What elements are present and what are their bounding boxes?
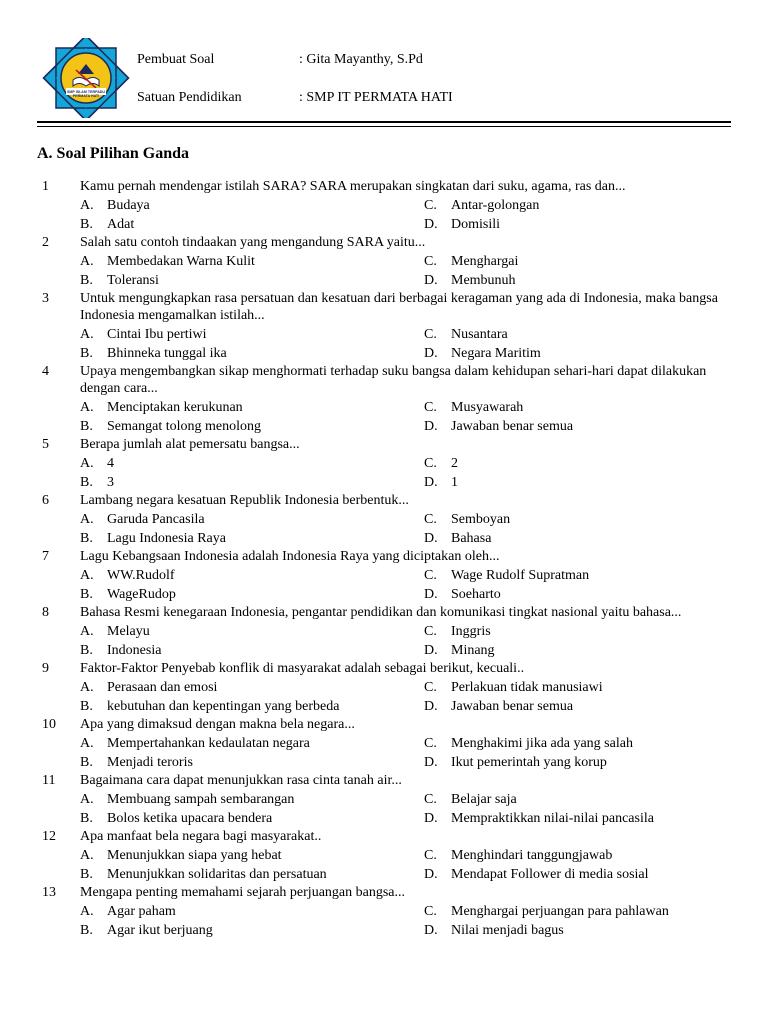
question-text: Upaya mengembangkan sikap menghormati terhadap suku bangsa dalam kehidupan sehari-hari dapat dilakukan dengan cara... [80,364,707,396]
question-text: Berapa jumlah alat pemersatu bangsa... [80,437,300,452]
option-letter: C. [424,198,437,213]
header-divider-thin [37,126,731,127]
option-letter: D. [424,273,438,288]
answer-option-a [80,197,150,215]
option-letter: C. [424,400,437,415]
answer-options [0,511,768,548]
logo-text-line2: PERMATA HATI [72,94,100,98]
option-letter: B. [80,923,93,938]
question-number: 9 [42,661,49,676]
answer-options [0,567,768,604]
option-text: Soeharto [451,587,501,602]
question-item [0,772,768,828]
answer-option-a [80,791,294,809]
option-text: Menghindari tanggungjawab [451,848,613,863]
question-text: Kamu pernah mendengar istilah SARA? SARA merupakan singkatan dari suku, agama, ras dan... [80,179,626,194]
option-letter: C. [424,736,437,751]
option-text: Budaya [107,198,150,213]
option-text: Bahasa [451,531,492,546]
option-text: Bolos ketika upacara bendera [107,811,273,826]
answer-option-c [424,326,508,344]
question-text: Untuk mengungkapkan rasa persatuan dan kesatuan dari berbagai keragaman yang ada di Indonesia, maka bangsa Indonesia mengamalkan istilah... [80,291,718,323]
option-letter: D. [424,923,438,938]
option-letter: A. [80,254,94,269]
option-letter: B. [80,346,93,361]
question-item [0,604,768,660]
question-number: 13 [42,885,56,900]
author-value: : Gita Mayanthy, S.Pd [299,52,423,67]
answer-option-c [424,847,612,865]
option-letter: A. [80,512,94,527]
option-text: Melayu [107,624,150,639]
answer-option-d [424,642,495,660]
option-text: Negara Maritim [451,346,541,361]
logo-text-line1: SMP ISLAM TERPADU [66,90,106,94]
option-letter: A. [80,624,94,639]
option-letter: D. [424,811,438,826]
option-letter: B. [80,587,93,602]
option-text: 2 [451,456,458,471]
option-letter: D. [424,419,438,434]
option-letter: C. [424,624,437,639]
option-text: Menghargai [451,254,519,269]
answer-option-c [424,903,669,921]
option-letter: A. [80,848,94,863]
option-text: Menunjukkan siapa yang hebat [107,848,282,863]
answer-options [0,455,768,492]
option-text: Mempertahankan kedaulatan negara [107,736,310,751]
question-text: Bahasa Resmi kenegaraan Indonesia, pengantar pendidikan dan komunikasi tingkat nasional yaitu bahasa... [80,605,682,620]
option-letter: D. [424,531,438,546]
question-item [0,716,768,772]
school-label: Satuan Pendidikan [137,90,242,105]
question-text: Bagaimana cara dapat menunjukkan rasa cinta tanah air... [80,773,402,788]
option-letter: D. [424,587,438,602]
option-letter: B. [80,755,93,770]
option-letter: D. [424,699,438,714]
question-text: Apa manfaat bela negara bagi masyarakat.. [80,829,322,844]
option-letter: B. [80,217,93,232]
answer-option-d [424,418,573,436]
answer-option-c [424,253,518,271]
option-text: Nilai menjadi bagus [451,923,564,938]
option-letter: D. [424,475,438,490]
question-text: Mengapa penting memahami sejarah perjuangan bangsa... [80,885,405,900]
question-item [0,884,768,940]
answer-option-b [80,216,134,234]
option-text: Ikut pemerintah yang korup [451,755,607,770]
answer-option-d [424,345,541,363]
question-text: Lambang negara kesatuan Republik Indonesia berbentuk... [80,493,409,508]
answer-option-a [80,567,175,585]
question-number: 2 [42,235,49,250]
option-letter: B. [80,699,93,714]
question-item [0,234,768,290]
question-item [0,492,768,548]
answer-options [0,679,768,716]
answer-option-c [424,455,458,473]
question-item [0,363,768,436]
answer-option-c [424,623,491,641]
option-text: Membuang sampah sembarangan [107,792,295,807]
answer-option-d [424,922,564,940]
option-letter: C. [424,254,437,269]
option-text: Garuda Pancasila [107,512,205,527]
question-text: Salah satu contoh tindaakan yang mengandung SARA yaitu... [80,235,426,250]
option-letter: D. [424,217,438,232]
answer-option-c [424,511,510,529]
answer-option-a [80,623,150,641]
option-letter: C. [424,848,437,863]
answer-option-a [80,253,255,271]
option-text: Semangat tolong menolong [107,419,261,434]
option-text: Mendapat Follower di media sosial [451,867,649,882]
answer-option-a [80,399,243,417]
question-number: 3 [42,291,49,306]
option-letter: B. [80,419,93,434]
option-text: Jawaban benar semua [451,699,574,714]
question-item [0,660,768,716]
answer-option-b [80,272,159,290]
option-text: Minang [451,643,495,658]
answer-options [0,197,768,234]
question-number: 12 [42,829,56,844]
answer-options [0,326,768,363]
option-text: Belajar saja [451,792,517,807]
answer-option-c [424,735,633,753]
answer-option-a [80,847,282,865]
option-text: Cintai Ibu pertiwi [107,327,207,342]
option-text: Menghargai perjuangan para pahlawan [451,904,669,919]
option-text: Semboyan [451,512,511,527]
question-number: 6 [42,493,49,508]
option-text: Antar-golongan [451,198,540,213]
option-text: Jawaban benar semua [451,419,574,434]
question-number: 5 [42,437,49,452]
question-number: 1 [42,179,49,194]
question-number: 11 [42,773,56,788]
answer-option-a [80,455,114,473]
option-text: 1 [451,475,458,490]
option-letter: C. [424,568,437,583]
option-letter: C. [424,512,437,527]
answer-option-b [80,474,114,492]
option-letter: A. [80,680,94,695]
option-text: Wage Rudolf Supratman [451,568,590,583]
question-number: 7 [42,549,49,564]
option-text: 3 [107,475,114,490]
option-letter: A. [80,456,94,471]
option-text: Indonesia [107,643,162,658]
option-text: WageRudop [107,587,176,602]
option-letter: A. [80,327,94,342]
option-text: 4 [107,456,114,471]
option-text: Membunuh [451,273,516,288]
option-letter: D. [424,755,438,770]
answer-option-b [80,345,227,363]
answer-option-d [424,586,501,604]
option-letter: C. [424,904,437,919]
answer-option-a [80,511,205,529]
answer-option-c [424,567,589,585]
question-item [0,828,768,884]
option-letter: A. [80,736,94,751]
answer-option-c [424,679,603,697]
option-text: Inggris [451,624,491,639]
option-text: WW.Rudolf [107,568,175,583]
answer-option-a [80,903,176,921]
question-item [0,548,768,604]
option-letter: C. [424,456,437,471]
question-item [0,178,768,234]
answer-options [0,399,768,436]
answer-option-d [424,216,500,234]
option-letter: B. [80,643,93,658]
option-text: Perlakuan tidak manusiawi [451,680,603,695]
option-letter: C. [424,792,437,807]
answer-option-b [80,866,327,884]
option-letter: B. [80,867,93,882]
question-number: 10 [42,717,56,732]
option-text: Mempraktikkan nilai-nilai pancasila [451,811,654,826]
option-letter: A. [80,400,94,415]
answer-option-b [80,586,176,604]
question-number: 4 [42,364,49,379]
option-letter: C. [424,680,437,695]
option-text: Domisili [451,217,501,232]
question-text: Faktor-Faktor Penyebab konflik di masyarakat adalah sebagai berikut, kecuali.. [80,661,525,676]
answer-option-b [80,698,339,716]
question-number: 8 [42,605,49,620]
answer-option-c [424,791,517,809]
option-text: Menghakimi jika ada yang salah [451,736,633,751]
answer-option-d [424,866,649,884]
option-text: Lagu Indonesia Raya [107,531,226,546]
answer-option-a [80,679,217,697]
answer-option-d [424,810,654,828]
answer-option-d [424,530,491,548]
option-letter: B. [80,273,93,288]
option-text: Adat [107,217,135,232]
option-letter: B. [80,475,93,490]
question-text: Lagu Kebangsaan Indonesia adalah Indonesia Raya yang diciptakan oleh... [80,549,500,564]
answer-option-b [80,530,226,548]
answer-option-a [80,326,207,344]
option-letter: A. [80,568,94,583]
option-text: Musyawarah [451,400,524,415]
answer-option-b [80,642,161,660]
answer-option-b [80,418,261,436]
school-value: : SMP IT PERMATA HATI [299,90,453,105]
option-text: Nusantara [451,327,508,342]
option-letter: B. [80,531,93,546]
option-letter: A. [80,198,94,213]
header-divider-thick [37,121,731,123]
option-text: Menunjukkan solidaritas dan persatuan [107,867,327,882]
answer-option-c [424,197,539,215]
answer-options [0,791,768,828]
section-title: A. Soal Pilihan Ganda [37,145,190,162]
answer-option-d [424,698,573,716]
option-letter: D. [424,867,438,882]
answer-option-b [80,922,213,940]
option-text: Membedakan Warna Kulit [107,254,255,269]
option-letter: A. [80,792,94,807]
answer-option-c [424,399,523,417]
answer-options [0,847,768,884]
option-text: Toleransi [107,273,159,288]
question-text: Apa yang dimaksud dengan makna bela negara... [80,717,355,732]
answer-options [0,253,768,290]
option-letter: A. [80,904,94,919]
question-list [0,178,768,940]
option-text: Bhinneka tunggal ika [107,346,227,361]
answer-option-d [424,474,458,492]
option-text: Agar ikut berjuang [107,923,213,938]
answer-options [0,735,768,772]
question-item [0,436,768,492]
answer-option-d [424,754,607,772]
option-text: Menciptakan kerukunan [107,400,243,415]
answer-options [0,623,768,660]
option-text: kebutuhan dan kepentingan yang berbeda [107,699,340,714]
option-letter: B. [80,811,93,826]
author-label: Pembuat Soal [137,52,215,67]
option-text: Agar paham [107,904,176,919]
answer-option-d [424,272,516,290]
option-text: Menjadi teroris [107,755,193,770]
answer-option-a [80,735,310,753]
answer-option-b [80,754,193,772]
option-letter: D. [424,643,438,658]
option-letter: C. [424,327,437,342]
school-logo [40,38,132,118]
option-text: Perasaan dan emosi [107,680,218,695]
answer-option-b [80,810,272,828]
answer-options [0,903,768,940]
question-item [0,290,768,363]
option-letter: D. [424,346,438,361]
